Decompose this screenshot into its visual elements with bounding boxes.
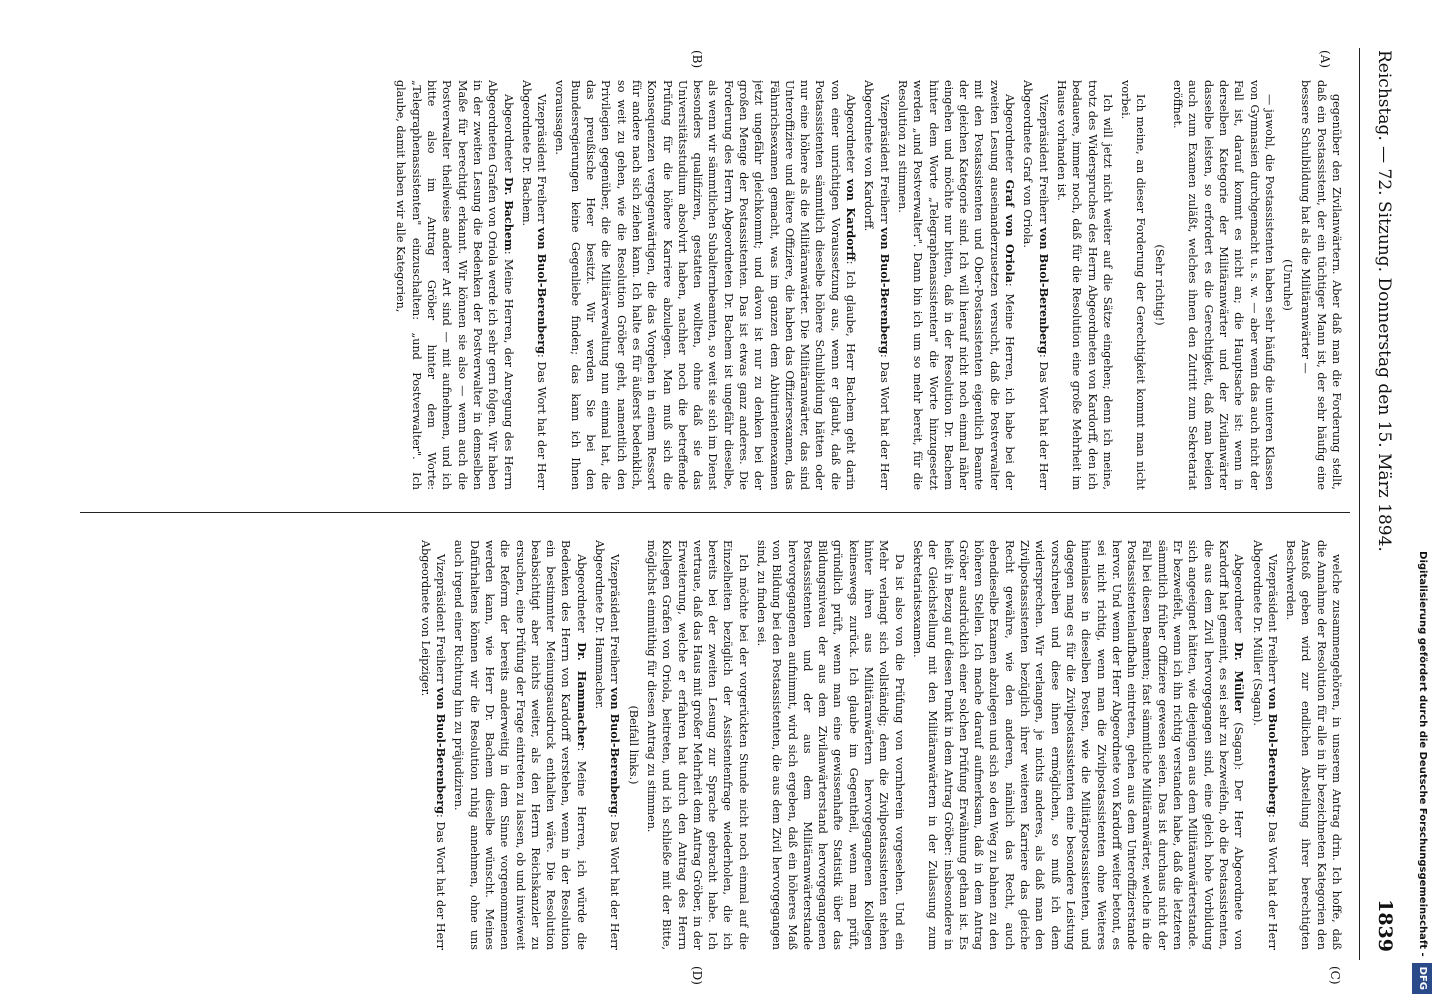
page-number: 1839 <box>1374 899 1396 952</box>
paragraph: Abgeordneter von Kardorff: Ich glaube, Herr Bachem geht darin von einer unrichtigen Voraussetzung aus, wenn er glaubt, daß die Postassistenten sämmtlich dieselbe höhere Schulbildung hätten oder nur eine höhere als die Militäranwärter. Die Militäranwärter, das sind Unteroffiziere und ältere Offiziere, die haben das Offiziersexamen, das Fähnrichsexamen gemacht, was im ganzen dem Abiturientenexamen jetzt ungefähr gleichkommt; und davon ist nur zu denken bei der großen Menge der Postassistenten. Das ist etwas ganz anderes. Die Forderung des Herrn Abgeordneten Dr. Bachem ist ungefähr dieselbe, als wenn wir sämmtlichen Subalternbeamten, so weit sie sich im Dienst besonders qualifiziren, gestatten wollten, ohne daß sie das Universitätsstudium absolvirt haben, nachher noch die betreffende Prüfung für die höhere Karriere abzulegen. Man muß sich die Konsequenzen vergegenwärtigen, die das Vorgehen in einem Ressort für andere nach sich ziehen kann. Ich halte es für äußerst bedenklich, so weit zu gehen, wie die Resolution Gröber geht, namentlich den Privilegien gegenüber, die die Militärverwaltung nun einmal hat, die das preußische Heer besitzt. Wir werden Sie bei den Bundesregierungen keine Gegenliebe finden; das kann ich Ihnen voraussagen. <box>553 80 859 490</box>
digitization-text: Digitalisierung gefördert durch die Deutsche Forschungsgemeinschaft - <box>1417 551 1428 957</box>
paragraph: Vizepräsident Freiherr von Buol-Berenberg: Das Wort hat der Herr Abgeordnete von Kardorff. <box>862 80 892 490</box>
paragraph: gegenüber den Zivilanwärtern. Aber daß man die Forderung stellt, daß ein Postassistent, der ein tüchtiger Mann ist, der sehr häufig eine bessere Schulbildung hat als die Militäranwärter — <box>1299 80 1343 490</box>
margin-mark-c: (C) <box>1328 966 1342 985</box>
paragraph: — jawohl, die Postassistenten haben sehr häufig die unteren Klassen von Gymnasien durchgemacht u. s. w. — aber wenn das auch nicht der Fall ist, darauf kommt es nicht an; die Hauptsache ist: wenn in derselben Kategorie der Militäranwärter und der Zivilanwärter dasselbe leisten, so erfordert es die Gerechtigkeit, daß man beiden auch zum Examen zuläßt, welches ihnen den Zutritt zum Sekretariat eröffnet. <box>1171 80 1276 490</box>
margin-mark-d: (D) <box>690 966 704 985</box>
dfg-logo: DFG <box>1412 963 1432 994</box>
paragraph: (Sehr richtig!) <box>1152 244 1166 326</box>
paragraph: Abgeordneter Dr. Müller (Sagan): Der Herr Abgeordnete von Kardorff hat gemeint, es sei sehr zu bezweifeln, ob die Postassistenten, die aus dem Zivil hervorgegangen sind, eine gleich hohe Vorbildung sich angeeignet hätten, wie diejenigen aus dem Militäranwärterstande. Er bezweifelt, wenn ich ihn richtig verstanden habe, daß die letzteren sämmtlich früher Offiziere gewesen seien. Das ist durchaus nicht der Fall bei diesen Beamten; fast sämmtliche Militäranwärter, welche in die Postassistentenlaufbahn eintreten, gehen aus dem Unteroffizierstande hervor. Und wenn der Herr Abgeordnete von Kardorff weiter betont, es sei nicht richtig, wenn man die Zivilpostassistenten ohne Weiteres hineinlasse in dieselben Posten, wie die Militärpostassistenten, und dagegen mag es für die Zivilpostassistenten eine besondere Leistung vorschreiben und diese ihnen ermöglichen, so muß ich dem widersprechen. Wir verlangen, je nichts anderes, als daß man den Zivilpostassistenten bezüglich ihrer weiteren Karriere das gleiche Recht gewähre, wie den anderen, nämlich das Recht, auch ebendieselbe Examen abzulegen und sich so den Weg zu bahnen zu den höheren Stellen. Ich mache darauf aufmerksam, daß in dem Antrag Gröber ausdrücklich einer solchen Prüfung Erwähnung gethan ist. Es heißt in Bezug auf diesen Punkt in dem Antrag Gröber: insbesondere in der Gleichstellung mit den Militäranwärtern in der Zulassung zum Sekretariatsexamen. <box>910 540 1247 950</box>
paragraph: welche zusammengehören, in unserem Antrag drin. Ich hoffe, daß die Annahme der Resolution für alle in ihr bezeichneten Kategorien den Anstoß geben wird zur endlichen Abstellung ihrer berechtigten Beschwerden. <box>1284 540 1343 950</box>
paragraph: Vizepräsident Freiherr von Buol-Berenberg: Das Wort hat der Herr Abgeordnete Dr. Müller (Sagan). <box>1250 540 1280 950</box>
text-column-left <box>94 80 1344 490</box>
text-column-right <box>94 540 1344 950</box>
paragraph: Ich meine, an dieser Forderung der Gerechtigkeit kommt man nicht vorbei. <box>1119 80 1148 490</box>
margin-mark-a: (A) <box>1318 50 1332 69</box>
column-divider <box>80 512 1350 513</box>
paragraph: (Beifall links.) <box>626 705 640 785</box>
paragraph: Vizepräsident Freiherr von Buol-Berenberg: Das Wort hat der Herr Abgeordnete Graf von Oriola. <box>1021 80 1051 490</box>
paragraph: Vizepräsident Freiherr von Buol-Berenberg: Das Wort hat der Herr Abgeordnete Dr. Hammacher. <box>593 540 623 950</box>
header-rule <box>1359 48 1360 960</box>
paragraph: Da ist also von die Prüfung von vornherein vorgesehen. Und ein Mehr verlangt sich vollständig; denn die Zivilpostassistenten stehen hinter ihren aus Militäranwärtern hervorgegangenen Kollegen keineswegs zurück. Ich glaube im Gegentheil, wenn man prüft, gründlich prüft, wenn man eine gewissenhafte Statistik über das Bildungsniveau der aus dem Zivilanwärterstand hervorgegangenen Postassistenten und der aus dem Militäranwärterstande hervorgegangenen aufnimmt, wird sich ergeben, daß ein höheres Maß von Bildung bei den Postassistenten, die aus dem Zivil hervorgegangen sind, zu finden sei. <box>755 540 906 950</box>
header-title: Reichstag. — 72. Sitzung. Donnerstag den 15. März 1894. <box>1374 50 1394 552</box>
margin-mark-b: (B) <box>690 50 704 69</box>
paragraph: (Unruhe) <box>1281 259 1295 311</box>
paragraph: Ich will jetzt nicht weiter auf die Sätze eingehen; denn ich meine, trotz des Widerspruches des Herrn Abgeordneten von Kardorff, den ich bedauere, immer noch, daß für die Resolution eine große Mehrheit im Hause vorhanden ist. <box>1054 80 1114 490</box>
paragraph: Vizepräsident Freiherr von Buol-Berenberg: Das Wort hat der Herr Abgeordnete Dr. Bachem. <box>519 80 550 490</box>
page-header <box>1360 50 1400 952</box>
paragraph: Abgeordneter Dr. Hammacher: Meine Herren, ich würde die Bedenken des Herrn von Kardorff verstehen, wenn in der Resolution ein bestimmter Meinungsausdruck enthalten wäre. Die Resolution beabsichtigt aber nichts weiter, als den Herrn Reichskanzler zu ersuchen, eine Prüfung der Frage eintreten zu lassen, ob und inwieweit die Reform der bereits anderweitig in dem Sinne vorgenommenen werden kann, wie Herr Dr. Bachem dieselbe wünscht. Meines Dafürhaltens können wir die Resolution ruhig annehmen, ohne uns auch irgend einer Richtung hin zu präjudiziren. <box>452 540 589 950</box>
paragraph: Abgeordneter Graf von Oriola: Meine Herren, ich habe bei der zweiten Lesung auseinanderzusetzen versucht, daß die Postverwalter mit den Postassistenten und Ober-Postassistenten eigentlich Beamte der gleichen Kategorie sind. Ich will hierauf nicht noch einmal näher eingehen und möchte nur bitten, daß in der Resolution Dr. Bachem hinter dem Worte „Telegraphenassistenten" die Worte hinzugesetzt werden „und Postverwalter". Dann bin ich um so mehr bereit, für die Resolution zu stimmen. <box>895 80 1018 490</box>
digitization-credit <box>1412 0 1432 1000</box>
paragraph: Abgeordneter Dr. Bachem: Meine Herren, der Anregung des Herrn Abgeordneten Grafen von Oriola werde ich sehr gern folgen. Wir haben in der zweiten Lesung die Bedenken der Postverwalter in demselben Maße für berechtigt erkannt. Wir können sie also — wenn auch die Postverwalter theilweise anderer Art sind — mit aufnehmen, und ich bitte also im Antrag Gröber hinter dem Worte: „Telegraphenassistenten" einzuschalten: „und Postverwalter". Ich glaube, damit haben wir alle Kategorien, <box>394 80 516 490</box>
paragraph: Ich möchte bei der vorgerückten Stunde nicht noch einmal auf die Einzelheiten bezüglich der Assistentenfrage wiederholen, die ich bereits bei der zweiten Lesung zur Sprache gebracht habe. Ich vertraue, daß das Haus mit großer Mehrheit dem Antrag Gröber, in der Erweiterung, welche er erfahren hat durch den Antrag des Herrn Kollegen Grafen von Oriola, beitreten, und ich schließe mit der Bitte, möglichst einmüthig für diesen Antrag zu stimmen. <box>644 540 750 950</box>
paragraph: Vizepräsident Freiherr von Buol-Berenberg: Das Wort hat der Herr Abgeordnete von Leipziger. <box>418 540 449 950</box>
